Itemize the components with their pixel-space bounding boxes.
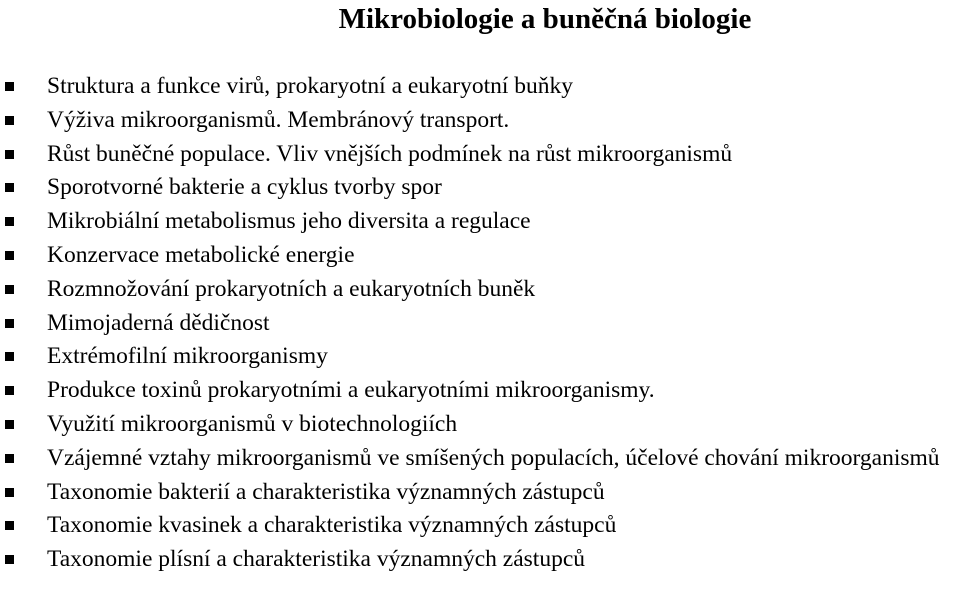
square-bullet-icon [5, 251, 14, 260]
list-item-text: Taxonomie plísní a charakteristika významných zástupců [47, 546, 586, 573]
list-item-text: Výživa mikroorganismů. Membránový transport. [47, 106, 510, 133]
square-bullet-icon [5, 285, 14, 294]
list-item [0, 70, 960, 104]
square-bullet-icon [5, 420, 14, 429]
list-item [0, 273, 960, 307]
square-bullet-icon [5, 555, 14, 564]
list-item-text: Využití mikroorganismů v biotechnologiích [47, 410, 458, 437]
list-item-text: Sporotvorné bakterie a cyklus tvorby spor [47, 174, 442, 201]
list-item [0, 239, 960, 273]
list-item [0, 543, 960, 577]
list-item [0, 442, 960, 476]
list-item [0, 374, 960, 408]
square-bullet-icon [5, 521, 14, 530]
list-item-text: Extrémofilní mikroorganismy [47, 343, 328, 370]
list-item [0, 205, 960, 239]
list-item-text: Taxonomie kvasinek a charakteristika významných zástupců [47, 512, 617, 539]
square-bullet-icon [5, 352, 14, 361]
square-bullet-icon [5, 217, 14, 226]
list-item [0, 476, 960, 510]
square-bullet-icon [5, 116, 14, 125]
list-item [0, 340, 960, 374]
list-item-text: Vzájemné vztahy mikroorganismů ve smíšených populacích, účelové chování mikroorganismů [47, 444, 940, 471]
square-bullet-icon [5, 454, 14, 463]
square-bullet-icon [5, 150, 14, 159]
list-item [0, 307, 960, 341]
list-item [0, 408, 960, 442]
list-item-text: Taxonomie bakterií a charakteristika významných zástupců [47, 478, 605, 505]
list-item-text: Konzervace metabolické energie [47, 241, 355, 268]
square-bullet-icon [5, 319, 14, 328]
list-item [0, 509, 960, 543]
list-item [0, 138, 960, 172]
list-item-text: Růst buněčné populace. Vliv vnějších podmínek na růst mikroorganismů [47, 140, 733, 167]
list-item-text: Mikrobiální metabolismus jeho diversita a regulace [47, 208, 531, 235]
list-item [0, 171, 960, 205]
square-bullet-icon [5, 488, 14, 497]
topic-list [0, 70, 960, 577]
list-item-text: Struktura a funkce virů, prokaryotní a eukaryotní buňky [47, 73, 573, 99]
square-bullet-icon [5, 82, 14, 91]
list-item-text: Rozmnožování prokaryotních a eukaryotních buněk [47, 275, 536, 302]
list-item-text: Mimojaderná dědičnost [47, 309, 270, 336]
list-item [0, 104, 960, 138]
square-bullet-icon [5, 183, 14, 192]
list-item-text: Produkce toxinů prokaryotními a eukaryotními mikroorganismy. [47, 377, 655, 404]
square-bullet-icon [5, 386, 14, 395]
page-title: Mikrobiologie a buněčná biologie [338, 3, 752, 35]
